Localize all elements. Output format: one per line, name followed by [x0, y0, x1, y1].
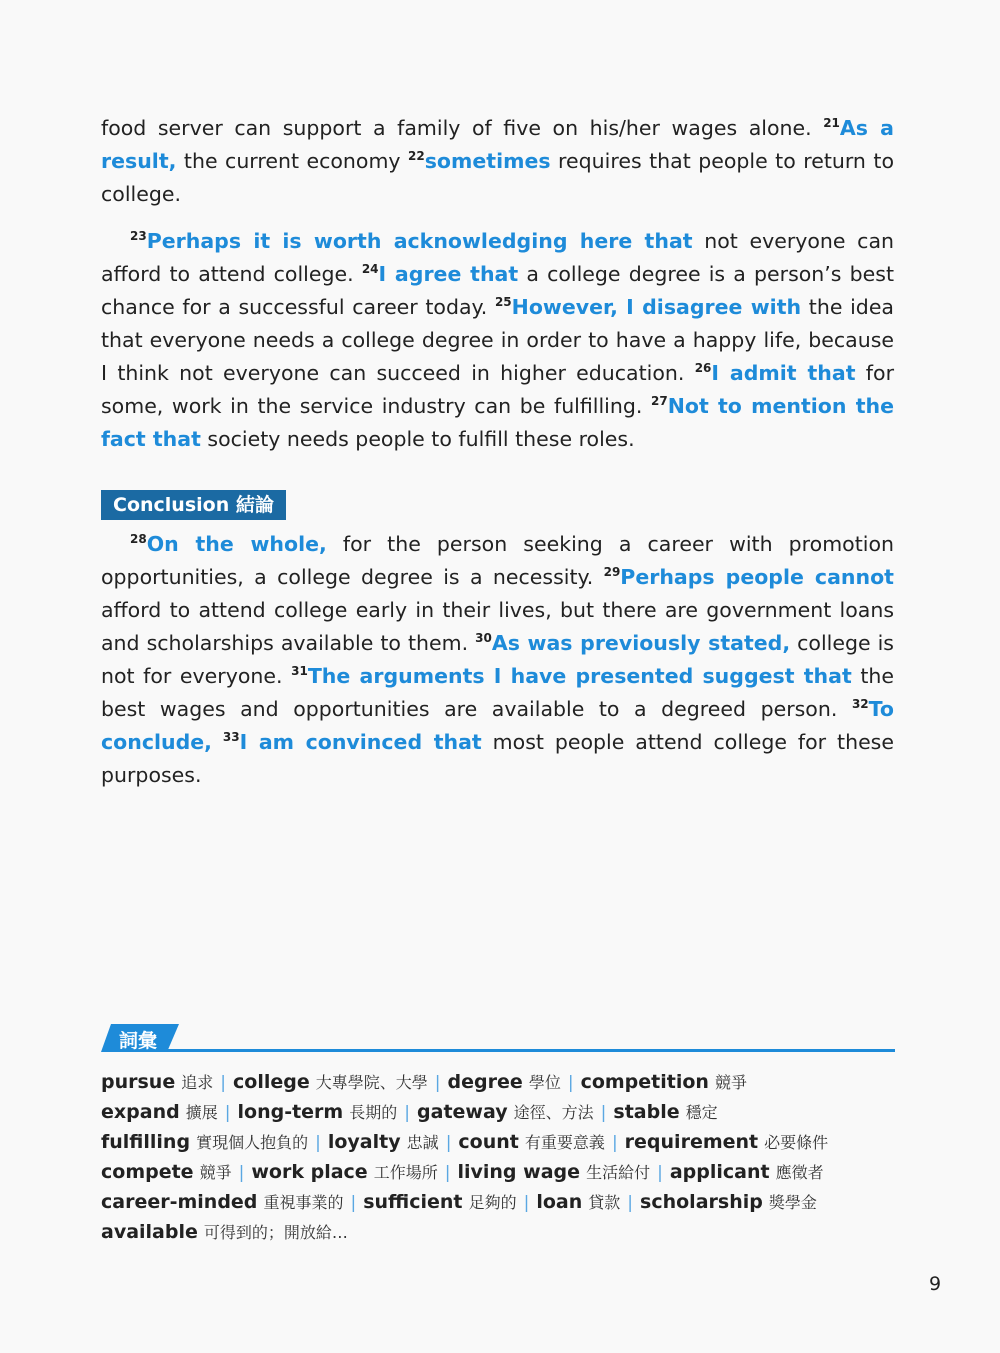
vocabulary-translation: 競爭: [199, 1163, 232, 1182]
vocabulary-translation: 競爭: [714, 1073, 747, 1092]
vocabulary-term: pursue: [101, 1071, 176, 1093]
vocabulary-row: [101, 1158, 895, 1188]
highlighted-phrase: To conclude,: [101, 697, 894, 754]
vocabulary-term: long-term: [237, 1101, 344, 1123]
vocabulary-translation: 大專學院、大學: [315, 1073, 428, 1092]
text-segment: requires that people to return to college.: [101, 149, 894, 206]
vocabulary-term: sufficient: [363, 1191, 463, 1213]
highlighted-phrase: I agree that: [378, 262, 519, 286]
vocabulary-term: work place: [251, 1161, 368, 1183]
vocabulary-title: 詞彙: [119, 1030, 158, 1052]
vocabulary-row: [101, 1188, 895, 1218]
vocabulary-term: loyalty: [327, 1131, 401, 1153]
text-segment: food server can support a family of five on his/her wages alone.: [101, 116, 824, 140]
text-segment: not everyone can afford to attend college.: [101, 229, 895, 286]
sentence-number: 23: [130, 229, 147, 243]
separator: |: [444, 1163, 451, 1183]
vocabulary-term: competition: [580, 1071, 709, 1093]
separator: |: [350, 1193, 357, 1213]
vocabulary-row: [101, 1128, 895, 1158]
sentence-number: 22: [408, 149, 425, 163]
highlighted-phrase: The arguments I have presented suggest that: [307, 664, 852, 688]
body-section: [101, 112, 894, 456]
separator: |: [404, 1103, 411, 1123]
sentence-number: 28: [130, 532, 147, 546]
vocabulary-translation: 穩定: [685, 1103, 718, 1122]
vocabulary-translation: 足夠的: [468, 1193, 517, 1212]
separator: |: [567, 1073, 574, 1093]
separator: |: [600, 1103, 607, 1123]
highlighted-phrase: On the whole,: [146, 532, 327, 556]
separator: |: [238, 1163, 245, 1183]
text-segment: a college degree is a person’s best chance for a successful career today.: [101, 262, 894, 319]
vocabulary-term: college: [233, 1071, 310, 1093]
sentence-number: 24: [361, 262, 379, 276]
highlighted-phrase: As was previously stated,: [491, 631, 791, 655]
sentence-number: 31: [291, 664, 308, 678]
sentence-number: 32: [851, 697, 869, 711]
page-number: 9: [929, 1273, 942, 1295]
vocabulary-term: career-minded: [101, 1191, 258, 1213]
separator: |: [220, 1073, 227, 1093]
vocabulary-translation: 必要條件: [764, 1133, 829, 1152]
vocabulary-header: [101, 1024, 895, 1052]
vocabulary-term: degree: [447, 1071, 523, 1093]
vocabulary-translation: 長期的: [349, 1103, 398, 1122]
separator: |: [657, 1163, 663, 1183]
vocabulary-term: compete: [101, 1161, 194, 1183]
paragraph: [101, 225, 894, 456]
text-segment: the idea that everyone needs a college degree in order to have a happy life, because I think not everyone can succeed in higher education.: [101, 295, 894, 385]
vocabulary-term: count: [458, 1131, 519, 1153]
text-segment: for the person seeking a career with promotion opportunities, a college degree is a necessity.: [101, 532, 894, 589]
text-segment: college is not for everyone.: [101, 631, 894, 688]
text-segment: most people attend college for these purposes.: [101, 730, 894, 787]
vocabulary-translation: 學位: [528, 1073, 561, 1092]
highlighted-phrase: I admit that: [711, 361, 856, 385]
conclusion-section: [101, 528, 894, 792]
text-segment: the current economy: [176, 149, 409, 173]
vocabulary-term: requirement: [624, 1131, 759, 1153]
vocabulary-translation: 工作場所: [373, 1163, 438, 1182]
vocabulary-rule: [161, 1049, 895, 1052]
vocabulary-box: [101, 1024, 895, 1247]
highlighted-phrase: I am convinced that: [239, 730, 482, 754]
highlighted-phrase: As a result,: [101, 116, 894, 173]
vocabulary-translation: 有重要意義: [524, 1133, 605, 1152]
sentence-number: 30: [475, 631, 492, 645]
vocabulary-translation: 生活給付: [586, 1163, 651, 1182]
separator: |: [434, 1073, 441, 1093]
vocabulary-row: [101, 1068, 895, 1098]
highlighted-phrase: Perhaps it is worth acknowledging here that: [146, 229, 693, 253]
separator: |: [627, 1193, 634, 1213]
sentence-number: 26: [694, 361, 712, 375]
vocabulary-row: [101, 1098, 895, 1128]
vocabulary-translation: 重視事業的: [263, 1193, 344, 1212]
vocabulary-translation: 應徵者: [775, 1163, 824, 1182]
vocabulary-translation: 獎學金: [768, 1193, 817, 1212]
sentence-number: 27: [651, 394, 668, 408]
vocabulary-term: scholarship: [640, 1191, 763, 1213]
vocabulary-translation: 擴展: [185, 1103, 218, 1122]
text-segment: afford to attend college early in their lives, but there are government loans and scholarships available to them.: [101, 598, 894, 655]
vocabulary-term: available: [101, 1221, 198, 1243]
vocabulary-term: fulfilling: [101, 1131, 191, 1153]
vocabulary-list: [101, 1068, 895, 1247]
separator: |: [315, 1133, 321, 1153]
text-segment: [212, 730, 223, 754]
text-segment: for some, work in the service industry can be fulfilling.: [101, 361, 894, 418]
vocabulary-term: loan: [536, 1191, 583, 1213]
vocabulary-row: [101, 1218, 895, 1247]
sentence-number: 21: [823, 116, 840, 130]
text-segment: the best wages and opportunities are available to a degreed person.: [101, 664, 894, 721]
highlighted-phrase: Perhaps people cannot: [620, 565, 894, 589]
vocabulary-translation: 追求: [181, 1073, 214, 1092]
separator: |: [523, 1193, 530, 1213]
vocabulary-translation: 實現個人抱負的: [196, 1133, 309, 1152]
vocabulary-term: stable: [613, 1101, 680, 1123]
vocabulary-term: living wage: [457, 1161, 581, 1183]
separator: |: [445, 1133, 452, 1153]
vocabulary-term: applicant: [669, 1161, 770, 1183]
vocabulary-term: expand: [101, 1101, 180, 1123]
vocabulary-translation: 忠誠: [406, 1133, 439, 1152]
paragraph: [101, 112, 894, 211]
paragraph: [101, 528, 894, 792]
sentence-number: 25: [494, 295, 512, 309]
highlighted-phrase: However, I disagree with: [511, 295, 802, 319]
vocabulary-translation: 途徑、方法: [513, 1103, 594, 1122]
vocabulary-term: gateway: [417, 1101, 508, 1123]
separator: |: [611, 1133, 618, 1153]
vocabulary-tag: [101, 1024, 179, 1052]
separator: |: [224, 1103, 231, 1123]
vocabulary-translation: 貸款: [588, 1193, 621, 1212]
vocabulary-translation: 可得到的；開放給…: [203, 1223, 348, 1242]
text-segment: society needs people to fulfill these roles.: [200, 427, 635, 451]
essay-body: [101, 112, 894, 792]
sentence-number: 33: [222, 730, 240, 744]
highlighted-phrase: sometimes: [424, 149, 551, 173]
highlighted-phrase: Not to mention the fact that: [101, 394, 894, 451]
conclusion-heading: Conclusion 結論: [101, 490, 286, 520]
sentence-number: 29: [603, 565, 621, 579]
